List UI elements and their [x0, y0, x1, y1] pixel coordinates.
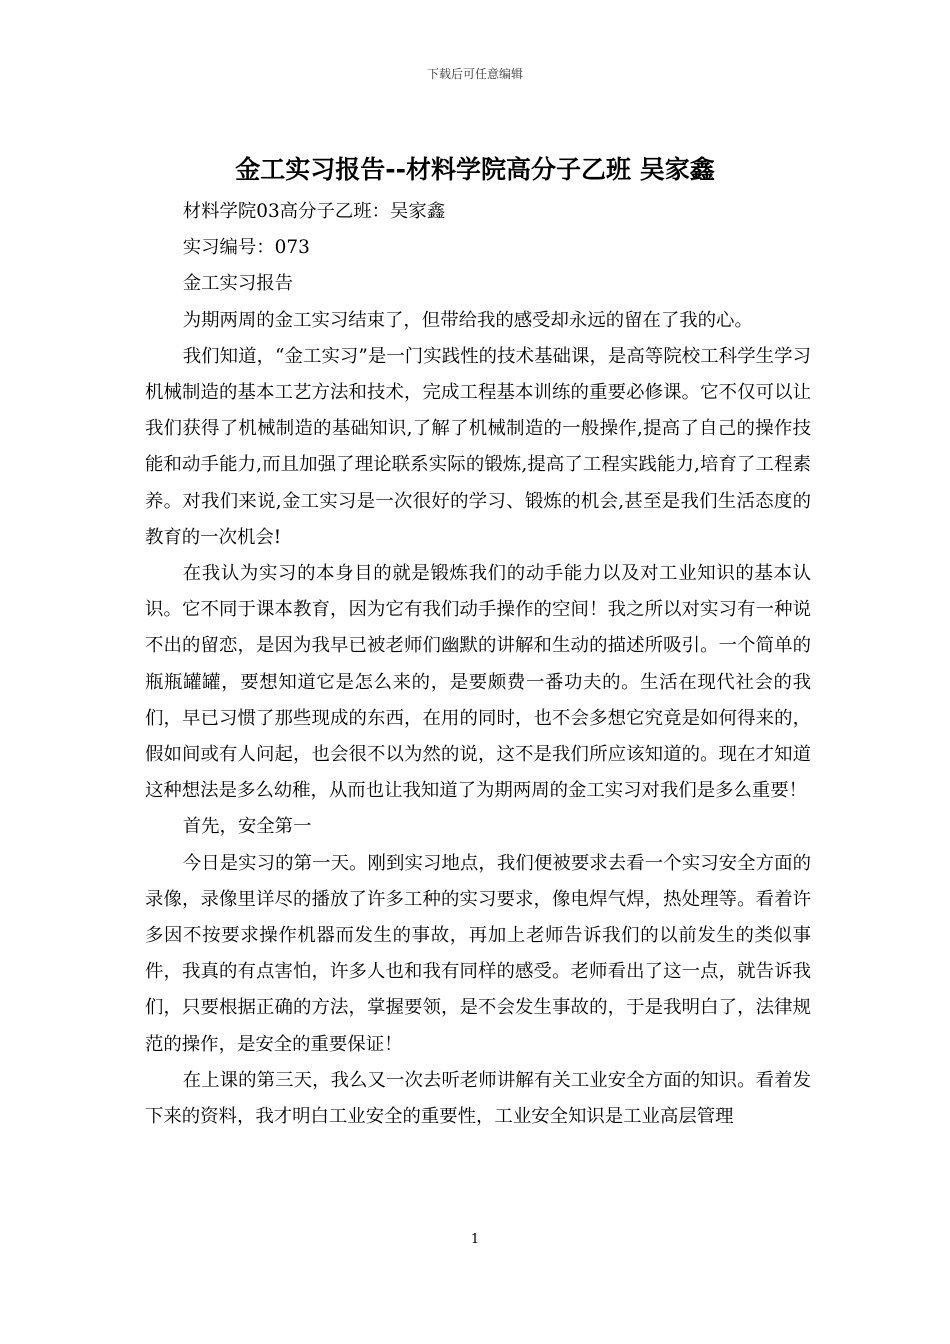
document-body: [145, 194, 811, 1135]
paragraph-intro: 为期两周的金工实习结束了，但带给我的感受却永远的留在了我的心。: [182, 309, 753, 331]
paragraph-third-day: 在上课的第三天，我么又一次去听老师讲解有关工业安全方面的知识。看着发下来的资料，我才明白工业安全的重要性，工业安全知识是工业高层管理: [145, 1069, 811, 1128]
paragraph-section-heading-safety: 首先，安全第一: [182, 816, 312, 838]
paragraph-first-day: 今日是实习的第一天。刚到实习地点，我们便被要求去看一个实习安全方面的录像，录像里详尽的播放了许多工种的实习要求，像电焊气焊，热处理等。看着许多因不按要求操作机器而发生的事故，再加上老师告诉我们的以前发生的类似事件，我真的有点害怕，许多人也和我有同样的感受。老师看出了这一点，就告诉我们，只要根据正确的方法，掌握要领，是不会发生事故的，于是我明白了，法律规范的操作，是安全的重要保证！: [145, 852, 811, 1055]
document-title: 金工实习报告--材料学院高分子乙班 吴家鑫: [235, 155, 715, 184]
paragraph-course-description: 我们知道，“金工实习”是一门实践性的技术基础课，是高等院校工科学生学习机械制造的基本工艺方法和技术，完成工程基本训练的重要必修课。它不仅可以让我们获得了机械制造的基础知识,了解了机械制造的一般操作,提高了自己的操作技能和动手能力,而且加强了理论联系实际的锻炼,提高了工程实践能力,培育了工程素养。对我们来说,金工实习是一次很好的学习、锻炼的机会,甚至是我们生活态度的教育的一次机会!: [145, 345, 811, 548]
paragraph-report-heading: 金工实习报告: [182, 273, 294, 295]
paragraph-internship-number: 实习编号：073: [182, 237, 310, 259]
page-header-note: 下载后可任意编辑: [426, 67, 523, 81]
paragraph-purpose: 在我认为实习的本身目的就是锻炼我们的动手能力以及对工业知识的基本认识。它不同于课本教育，因为它有我们动手操作的空间！我之所以对实习有一种说不出的留恋，是因为我早已被老师们幽默的讲解和生动的描述所吸引。一个简单的瓶瓶罐罐，要想知道它是怎么来的，是要颇费一番功夫的。生活在现代社会的我们，早已习惯了那些现成的东西，在用的同时，也不会多想它究竟是如何得来的，假如间或有人问起，也会很不以为然的说，这不是我们所应该知道的。现在才知道这种想法是多么幼稚，从而也让我知道了为期两周的金工实习对我们是多么重要！: [145, 563, 811, 802]
paragraph-author: 材料学院03高分子乙班：吴家鑫: [182, 201, 446, 222]
page-number: 1: [470, 1232, 480, 1247]
